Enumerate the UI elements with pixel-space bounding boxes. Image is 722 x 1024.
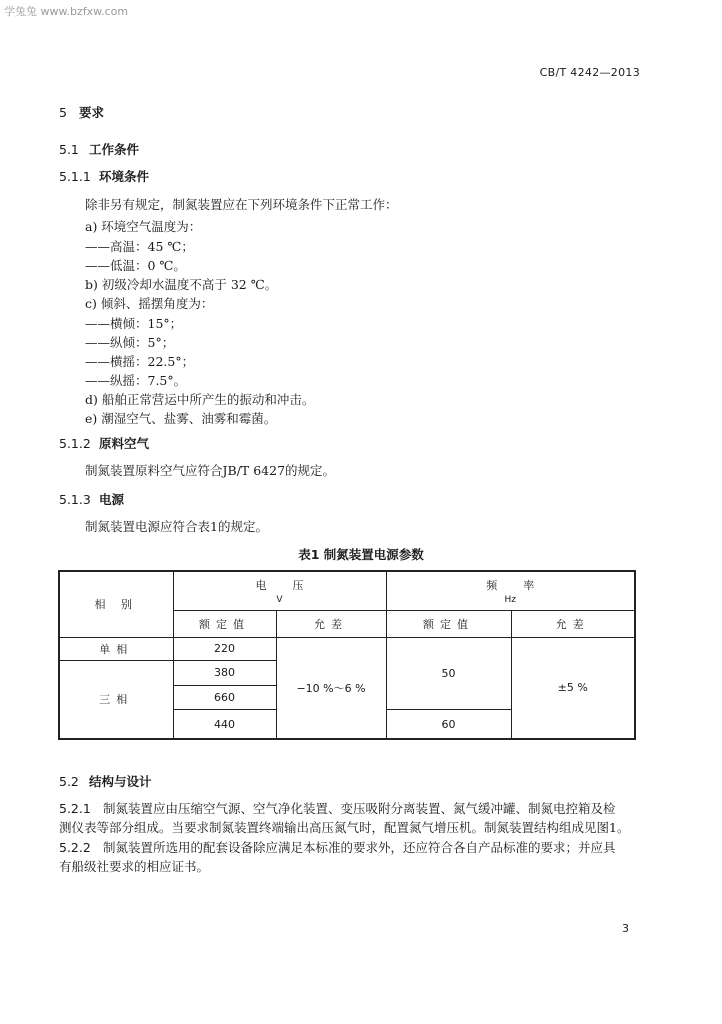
voltage-cell: 220 xyxy=(173,637,276,660)
voltage-label: 电压 xyxy=(255,578,330,592)
section-5-2-heading xyxy=(59,772,152,790)
clause-5-2-2-line1 xyxy=(59,838,616,856)
section-5-1-heading xyxy=(59,140,139,158)
clause-5-2-2-line2: 有船级社要求的相应证书。 xyxy=(59,859,210,874)
section-number: 5.1 xyxy=(59,142,79,157)
section-5-1-1-heading xyxy=(59,167,149,185)
list-item: ——低温：0 ℃。 xyxy=(85,258,186,273)
section-title: 结构与设计 xyxy=(89,774,152,789)
clause-text: 制氮装置应由压缩空气源、空气净化装置、变压吸附分离装置、氮气缓冲罐、制氮电控箱及检 xyxy=(103,801,616,816)
table-caption: 表1 制氮装置电源参数 xyxy=(298,547,424,562)
section-title: 环境条件 xyxy=(99,169,150,184)
watermark: 学兔兔 www.bzfxw.com xyxy=(4,5,129,18)
list-item: ——横摇：22.5°； xyxy=(85,354,195,369)
list-item: a) 环境空气温度为： xyxy=(85,219,202,234)
power-text: 制氮装置电源应符合表1的规定。 xyxy=(85,519,268,534)
section-title: 电源 xyxy=(99,492,125,507)
section-number: 5 xyxy=(59,105,67,120)
frequency-50-cell: 50 xyxy=(386,637,511,710)
frequency-tolerance-cell: ±5 % xyxy=(511,637,635,739)
section-number: 5.1.1 xyxy=(59,169,91,184)
section-title: 工作条件 xyxy=(89,142,140,157)
list-item: ——纵摇：7.5°。 xyxy=(85,373,187,388)
three-phase-label: 三相 xyxy=(59,660,173,739)
list-item: ——横倾：15°； xyxy=(85,316,183,331)
section-5-1-2-heading xyxy=(59,434,149,452)
clause-text: 制氮装置所选用的配套设备除应满足本标准的要求外，还应符合各自产品标准的要求；并应具 xyxy=(103,840,616,855)
list-item: d) 船舶正常营运中所产生的振动和冲击。 xyxy=(85,392,315,407)
frequency-unit: Hz xyxy=(504,594,516,605)
environment-intro: 除非另有规定，制氮装置应在下列环境条件下正常工作： xyxy=(85,197,398,212)
clause-number: 5.2.2 xyxy=(59,840,91,855)
section-title: 原料空气 xyxy=(99,436,150,451)
power-parameters-table xyxy=(58,570,636,740)
voltage-tolerance-cell: −10 %～6 % xyxy=(276,637,386,739)
section-5-1-3-heading xyxy=(59,490,124,508)
section-5-heading xyxy=(59,103,104,121)
section-number: 5.1.2 xyxy=(59,436,91,451)
section-number: 5.2 xyxy=(59,774,79,789)
voltage-unit: V xyxy=(276,594,283,605)
raw-air-text: 制氮装置原料空气应符合JB/T 6427的规定。 xyxy=(85,463,336,478)
frequency-header xyxy=(386,571,635,610)
voltage-cell: 380 xyxy=(173,660,276,685)
list-item: ——纵倾：5°； xyxy=(85,335,175,350)
list-item: ——高温：45 ℃； xyxy=(85,239,194,254)
frequency-tolerance-header: 允差 xyxy=(511,610,635,637)
page-number: 3 xyxy=(622,922,629,935)
voltage-header xyxy=(173,571,386,610)
voltage-rated-header: 额定值 xyxy=(173,610,276,637)
clause-5-2-1-line2: 测仪表等部分组成。当要求制氮装置终端输出高压氮气时，配置氮气增压机。制氮装置结构组成见图1。 xyxy=(59,820,630,835)
section-number: 5.1.3 xyxy=(59,492,91,507)
voltage-tolerance-header: 允差 xyxy=(276,610,386,637)
list-item: b) 初级冷却水温度不高于 32 ℃。 xyxy=(85,277,278,292)
frequency-60-cell: 60 xyxy=(386,710,511,739)
frequency-label: 频率 xyxy=(486,578,561,592)
clause-number: 5.2.1 xyxy=(59,801,91,816)
section-title: 要求 xyxy=(79,105,105,120)
single-phase-label: 单相 xyxy=(59,637,173,660)
voltage-cell: 660 xyxy=(173,685,276,710)
voltage-cell: 440 xyxy=(173,710,276,739)
category-header: 相 别 xyxy=(59,571,173,637)
frequency-rated-header: 额定值 xyxy=(386,610,511,637)
clause-5-2-1-line1 xyxy=(59,799,616,817)
standard-number: CB/T 4242—2013 xyxy=(539,66,640,79)
list-item: e) 潮湿空气、盐雾、油雾和霉菌。 xyxy=(85,411,277,426)
list-item: c) 倾斜、摇摆角度为： xyxy=(85,296,214,311)
